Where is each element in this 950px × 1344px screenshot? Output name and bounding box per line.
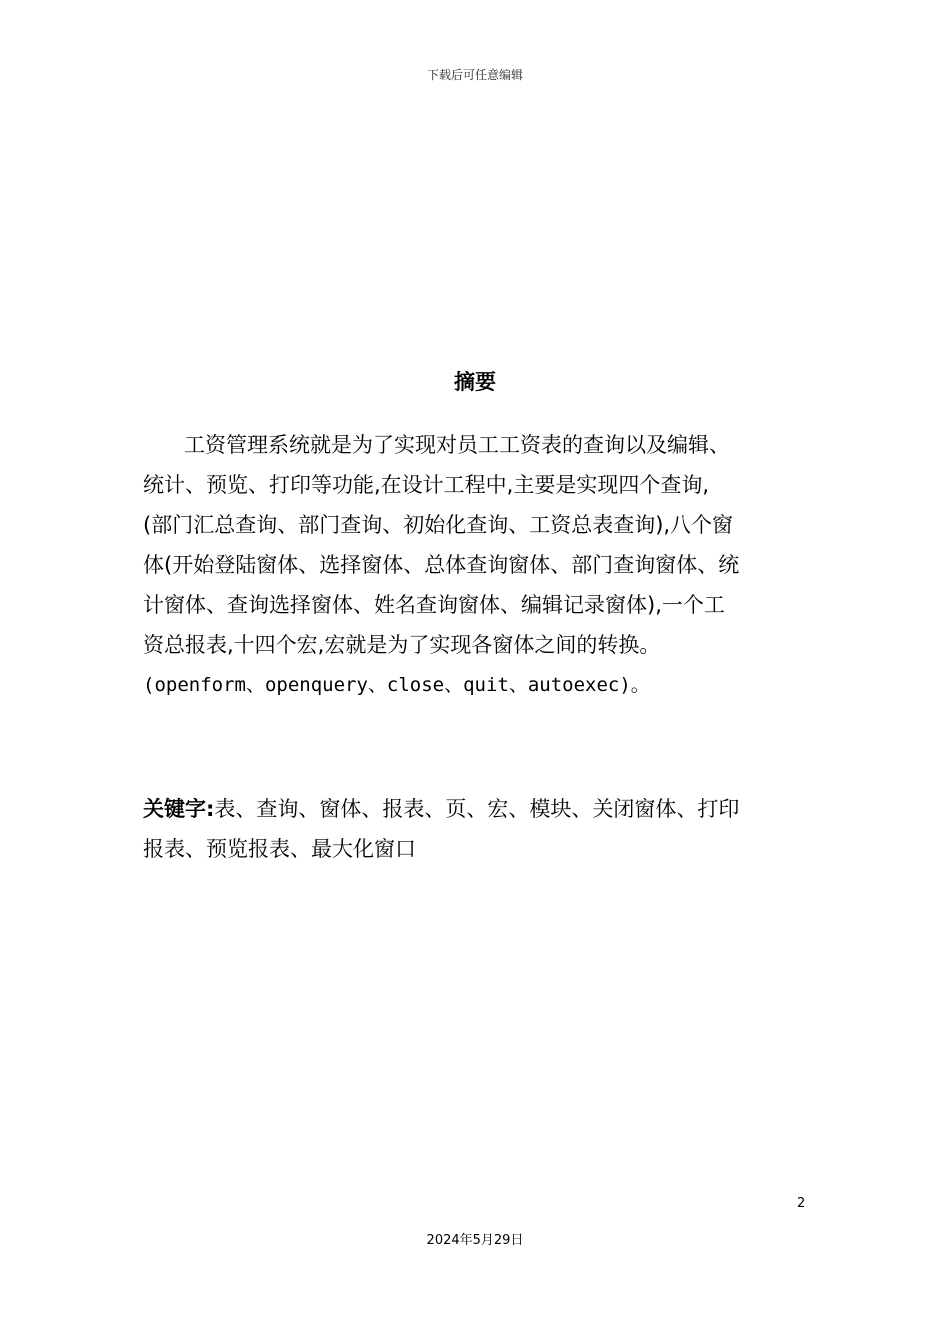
abstract-line: (部门汇总查询、部门查询、初始化查询、工资总表查询),八个窗 bbox=[143, 513, 734, 537]
keywords-paragraph bbox=[143, 789, 808, 869]
keywords-label: 关键字: bbox=[143, 797, 215, 821]
abstract-line: 资总报表,十四个宏,宏就是为了实现各窗体之间的转换。 bbox=[143, 633, 661, 657]
keywords-line: 报表、预览报表、最大化窗口 bbox=[143, 837, 416, 861]
keywords-text: 表、查询、窗体、报表、页、宏、模块、关闭窗体、打印 bbox=[214, 797, 740, 821]
abstract-line: 体(开始登陆窗体、选择窗体、总体查询窗体、部门查询窗体、统 bbox=[143, 553, 740, 577]
footer-date: 2024年5月29日 bbox=[426, 1233, 524, 1248]
abstract-line: (openform、openquery、close、quit、autoexec)。 bbox=[143, 674, 650, 696]
page-number: 2 bbox=[797, 1196, 806, 1211]
keywords-line bbox=[143, 789, 808, 829]
abstract-line: 统计、预览、打印等功能,在设计工程中,主要是实现四个查询, bbox=[143, 473, 710, 497]
page-header: 下载后可任意编辑 bbox=[426, 68, 523, 82]
abstract-line: 计窗体、查询选择窗体、姓名查询窗体、编辑记录窗体),一个工 bbox=[143, 593, 725, 617]
abstract-title: 摘要 bbox=[454, 370, 496, 394]
abstract-paragraph bbox=[143, 425, 808, 705]
abstract-line: 工资管理系统就是为了实现对员工工资表的查询以及编辑、 bbox=[184, 433, 730, 457]
